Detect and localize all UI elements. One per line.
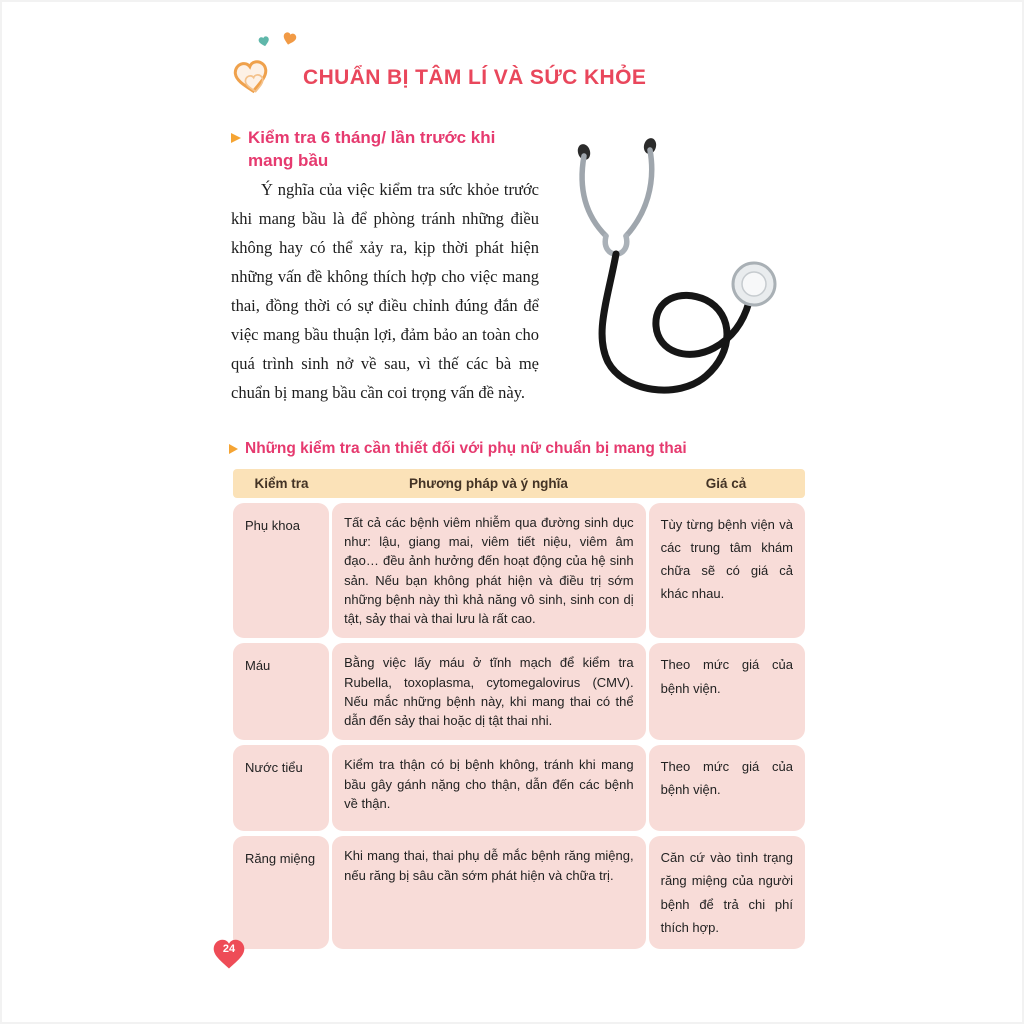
table-row	[233, 503, 805, 638]
section1-heading	[231, 127, 531, 173]
table-header-row	[233, 469, 805, 498]
arrow-bullet-icon	[231, 133, 241, 143]
section2-heading	[229, 440, 804, 458]
cell-price: Theo mức giá của bệnh viện.	[649, 643, 805, 740]
page-title: CHUẨN BỊ TÂM LÍ VÀ SỨC KHỎE	[303, 66, 647, 89]
cell-price: Theo mức giá của bệnh viện.	[649, 745, 805, 831]
arrow-bullet-icon	[229, 444, 238, 454]
cell-test: Răng miệng	[233, 836, 329, 949]
cell-method: Tất cả các bệnh viêm nhiễm qua đường sinh dục như: lậu, giang mai, viêm tiết niệu, viêm âm đạo… đều ảnh hưởng đến hoạt động của hệ sinh sản. Nếu bạn không phát hiện và điều trị sớm những bệnh này thì khả năng vô sinh, sinh con dị tật, sảy thai và thai lưu là rất cao.	[332, 503, 645, 638]
cell-method: Khi mang thai, thai phụ dễ mắc bệnh răng miệng, nếu răng bị sâu cần sớm phát hiện và chữa trị.	[332, 836, 645, 949]
table-header-price: Giá cả	[705, 476, 747, 491]
table-row	[233, 643, 805, 740]
table-row	[233, 745, 805, 831]
table-header-method: Phương pháp và ý nghĩa	[409, 476, 568, 491]
page-number: 24	[222, 943, 236, 955]
table-header-test: Kiểm tra	[254, 476, 309, 491]
cell-test: Máu	[233, 643, 329, 740]
cell-price: Căn cứ vào tình trạng răng miệng của người bệnh để trả chi phí thích hợp.	[649, 836, 805, 949]
section1-paragraph: Ý nghĩa của việc kiểm tra sức khỏe trước khi mang bầu là để phòng tránh những điều không hay có thể xảy ra, kịp thời phát hiện những vấn đề không thích hợp cho việc mang thai, đồng thời có sự điều chỉnh đúng đắn để việc mang bầu thuận lợi, đảm bảo an toàn cho quá trình sinh nở về sau, vì thế các bà mẹ chuẩn bị mang bầu cần coi trọng vấn đề này.	[231, 180, 539, 403]
stethoscope-illustration	[538, 128, 810, 413]
cell-test: Nước tiểu	[233, 745, 329, 831]
section1-heading-label: Kiểm tra 6 tháng/ lần trước khi mang bầu	[248, 128, 496, 170]
section2-heading-label: Những kiểm tra cần thiết đối với phụ nữ chuẩn bị mang thai	[245, 440, 687, 457]
page-number-heart-icon	[211, 936, 247, 970]
cell-test: Phụ khoa	[233, 503, 329, 638]
cell-method: Bằng việc lấy máu ở tĩnh mạch để kiểm tra Rubella, toxoplasma, cytomegalovirus (CMV). Nếu mắc những bệnh này, khi mang thai có thể dẫn đến sảy thai hoặc dị tật thai nhi.	[332, 643, 645, 740]
cell-method: Kiểm tra thận có bị bệnh không, tránh khi mang bầu gây gánh nặng cho thận, dẫn đến các bệnh về thận.	[332, 745, 645, 831]
cell-price: Tùy từng bệnh viện và các trung tâm khám chữa sẽ có giá cả khác nhau.	[649, 503, 805, 638]
checkups-table	[233, 469, 805, 949]
table-row	[233, 836, 805, 949]
